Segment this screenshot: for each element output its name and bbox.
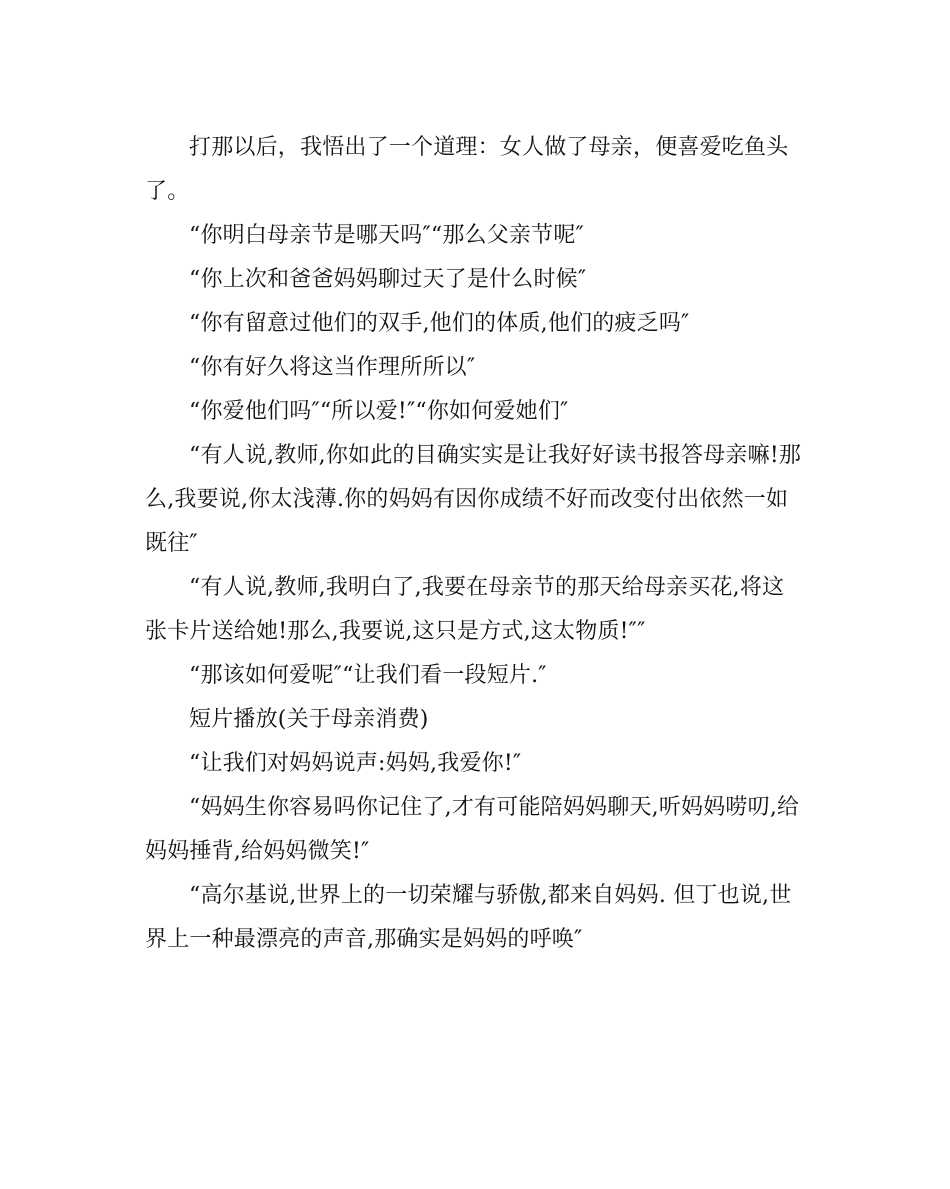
- paragraph: “有人说,教师,你如此的目确实实是让我好好读书报答母亲嘛!那么,我要说,你太浅薄.你的妈妈有因你成绩不好而改变付出依然一如既往″: [145, 443, 802, 556]
- paragraph: “你明白母亲节是哪天吗″“那么父亲节呢″: [189, 223, 584, 248]
- paragraph: “你上次和爸爸妈妈聊过天了是什么时候″: [189, 267, 587, 292]
- paragraph: “高尔基说,世界上的一切荣耀与骄傲,都来自妈妈. 但丁也说,世界上一种最漂亮的声音,那确实是妈妈的呼唤″: [145, 883, 792, 952]
- paragraph: “让我们对妈妈说声:妈妈,我爱你!″: [189, 751, 522, 776]
- document-body: [145, 126, 805, 962]
- paragraph: “那该如何爱呢″“让我们看一段短片.″: [189, 663, 547, 688]
- paragraph: 短片播放(关于母亲消费): [189, 707, 429, 732]
- paragraph: “你有留意过他们的双手,他们的体质,他们的疲乏吗″: [189, 311, 690, 336]
- paragraph: “妈妈生你容易吗你记住了,才有可能陪妈妈聊天,听妈妈唠叨,给妈妈捶背,给妈妈微笑!″: [145, 795, 800, 864]
- paragraph: “你有好久将这当作理所所以″: [189, 355, 476, 380]
- paragraph: 打那以后，我悟出了一个道理：女人做了母亲，便喜爱吃鱼头了。: [145, 135, 789, 204]
- paragraph: “你爱他们吗″“所以爱!″“你如何爱她们″: [189, 399, 569, 424]
- paragraph: “有人说,教师,我明白了,我要在母亲节的那天给母亲买花,将这张卡片送给她!那么,我要说,这只是方式,这太物质!″″: [145, 575, 785, 644]
